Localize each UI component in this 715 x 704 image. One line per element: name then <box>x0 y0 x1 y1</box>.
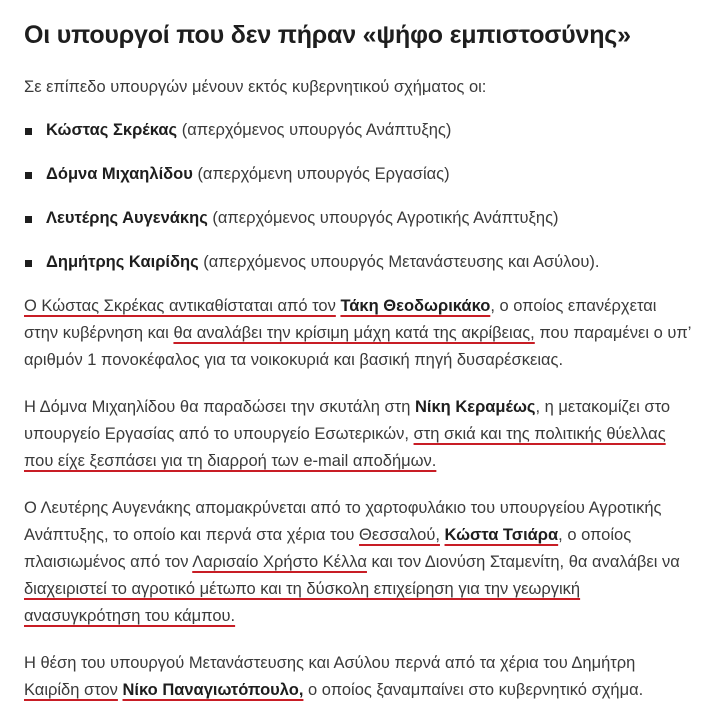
bullet-icon <box>25 128 32 135</box>
minister-name: Κώστας Σκρέκας <box>46 121 178 139</box>
minister-name: Δόμνα Μιχαηλίδου <box>46 165 193 183</box>
highlight: διαχειριστεί το αγροτικό μέτωπο και τη δύσκολη επιχείρηση για την γεωργική ανασυγκρότηση του κάμπου. <box>24 580 581 625</box>
text: ο οποίος ξαναμπαίνει στο κυβερνητικό σχήμα. <box>308 681 644 699</box>
highlight: Λαρισαίο Χρήστο Κέλλα <box>192 553 367 571</box>
list-item <box>24 117 693 144</box>
minister-name: Δημήτρης Καιρίδης <box>46 253 199 271</box>
intro-text: Σε επίπεδο υπουργών μένουν εκτός κυβερνητικού σχήματος οι: <box>24 78 487 96</box>
person-name: Τάκη Θεοδωρικάκο <box>340 297 491 315</box>
minister-name: Λευτέρης Αυγενάκης <box>46 209 208 227</box>
text: Η Δόμνα Μιχαηλίδου θα παραδώσει την σκυτάλη στη <box>24 398 411 416</box>
list-item <box>24 205 693 232</box>
list-item <box>24 249 693 276</box>
text: , η μετακομίζει στο υπουργείο Εργασίας από το υπουργείο Εσωτερικών, <box>24 398 671 443</box>
highlight: Θεσσαλού, <box>359 526 440 544</box>
section-heading: Οι υπουργοί που δεν πήραν «ψήφο εμπιστοσύνης» <box>24 21 631 49</box>
person-name: Κώστα Τσιάρα <box>444 526 559 544</box>
highlight: Ο Κώστας Σκρέκας αντικαθίσταται από τον <box>24 297 336 315</box>
minister-role: (απερχόμενος υπουργός Μετανάστευσης και Ασύλου). <box>203 253 600 271</box>
minister-role: (απερχόμενη υπουργός Εργασίας) <box>197 165 450 183</box>
text: και τον Διονύση Σταμενίτη, θα αναλάβει να <box>371 553 680 571</box>
minister-role: (απερχόμενος υπουργός Αγροτικής Ανάπτυξης) <box>212 209 559 227</box>
paragraph-skrekas <box>24 293 693 374</box>
list-item <box>24 161 693 188</box>
text: Η θέση του υπουργού Μετανάστευσης και Ασύλου περνά από τα χέρια του Δημήτρη <box>24 654 636 672</box>
paragraph-kairidis <box>24 650 693 704</box>
minister-role: (απερχόμενος υπουργός Ανάπτυξης) <box>181 121 452 139</box>
person-name: Νίκη Κεραμέως <box>414 398 536 416</box>
highlight: Καιρίδη στον <box>24 681 118 699</box>
text: , ο οποίος πλαισιωμένος από τον <box>24 526 632 571</box>
text: που παραμένει ο υπ’ αριθμόν 1 πονοκέφαλος για τα νοικοκυριά και βασική πηγή δυσαρέσκειας. <box>24 324 691 369</box>
bullet-icon <box>25 260 32 267</box>
person-name: Νίκο Παναγιωτόπουλο, <box>122 681 304 699</box>
text: Ο Λευτέρης Αυγενάκης απομακρύνεται από το χαρτοφυλάκιο του υπουργείου Αγροτικής Ανάπτυξης, το οποίο και περνά στα χέρια του <box>24 499 662 544</box>
paragraph-michailidou <box>24 394 693 475</box>
text: , ο οποίος επανέρχεται στην κυβέρνηση και <box>24 297 657 342</box>
bullet-icon <box>25 172 32 179</box>
highlight: θα αναλάβει την κρίσιμη μάχη κατά της ακρίβειας, <box>173 324 535 342</box>
paragraph-avgenakis <box>24 495 693 630</box>
bullet-icon <box>25 216 32 223</box>
ministers-list <box>24 117 693 276</box>
highlight: στη σκιά και της πολιτικής θύελλας που είχε ξεσπάσει για τη διαρροή των e-mail αποδήμων. <box>24 425 666 470</box>
